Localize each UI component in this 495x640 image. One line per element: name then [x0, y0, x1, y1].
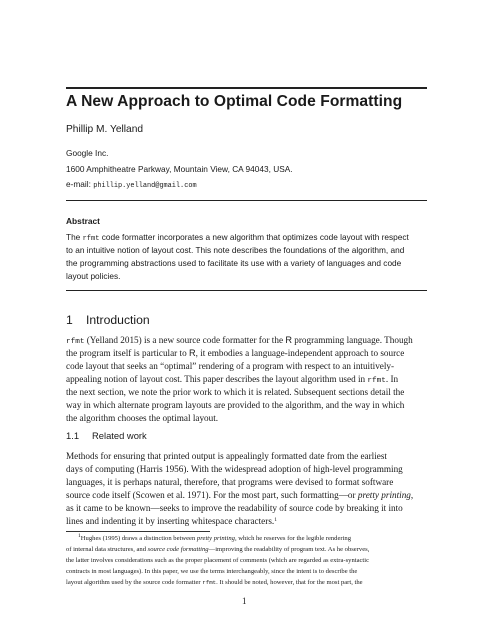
code-rfmt: rfmt — [367, 377, 386, 385]
paragraph-line: the next section, we note the prior work to which it is related. Subsequent sections detail the — [66, 387, 405, 397]
abstract-bottom-rule — [66, 290, 427, 291]
paragraph-line: source code itself (Scowen et al. 1971). For the most part, such formatting—or pretty printing, — [66, 490, 414, 500]
code-rfmt: rfmt — [66, 338, 85, 346]
code-rfmt: rfmt — [202, 579, 217, 586]
section-title: Introduction — [86, 313, 150, 327]
address: 1600 Amphitheatre Parkway, Mountain View, CA 94043, USA. — [66, 164, 293, 174]
top-rule — [66, 87, 427, 89]
code-rfmt: rfmt — [82, 235, 100, 243]
paragraph-line: days of computing (Harris 1956). With the widespread adoption of high-level programming — [66, 464, 403, 474]
paragraph-line: lines and indenting it by inserting whitespace characters.$^1$ — [66, 516, 277, 526]
page-number: 1 — [242, 596, 247, 606]
emphasis: pretty printing — [357, 490, 411, 500]
abstract-heading: Abstract — [66, 216, 100, 226]
paragraph-line: the program itself is particular to R, it embodies a language-independent approach to source — [66, 348, 405, 358]
affiliation: Google Inc. — [66, 148, 109, 158]
footnote-line: layout algorithm used by the source code formatter rfmt. It should be noted, however, that for the most part, the — [66, 579, 363, 586]
abstract-line: layout policies. — [66, 271, 121, 281]
paper-title: A New Approach to Optimal Code Formatting — [66, 93, 403, 110]
paragraph-line: appealing notion of layout cost. This paper describes the layout algorithm used in rfmt. In — [66, 374, 399, 385]
subsection-title: Related work — [92, 430, 147, 441]
paragraph-line: the algorithm chooses the optimal layout. — [66, 413, 219, 423]
paragraph-line: code layout that seeks an “optimal” rendering of a program with respect to an intuitively- — [66, 361, 395, 371]
email-line — [66, 179, 197, 190]
section-number: 1 — [66, 313, 73, 327]
footnote-line: the latter involves considerations such as the proper placement of comments (which are regarded as extra-syntactic — [66, 557, 370, 564]
paragraph-line: way in which alternate program layouts are provided to the algorithm, and the way in which — [66, 400, 405, 410]
paragraph-line: rfmt (Yelland 2015) is a new source code formatter for the R programming language. Though — [66, 335, 413, 346]
abstract-line: The rfmt code formatter incorporates a new algorithm that optimizes code layout with respect — [66, 232, 409, 243]
author-name: Phillip M. Yelland — [66, 124, 144, 135]
abstract-line: to an intuitive notion of layout cost. This note describes the foundations of the algorithm, and — [66, 245, 405, 255]
footnote-rule — [66, 531, 210, 532]
footnote-line: contracts in most languages). In this paper, we use the terms interchangeably, since the intent is to describe the — [66, 568, 358, 575]
paragraph-line: languages, it is perhaps natural, therefore, that programs were devised to format software — [66, 477, 394, 487]
section-heading — [66, 313, 150, 327]
paragraph-line: Methods for ensuring that printed output is appealingly formatted date from the earliest — [66, 451, 387, 461]
email-address[interactable]: phillip.yelland@gmail.com — [93, 182, 197, 190]
email-label: e-mail: — [66, 179, 91, 189]
subsection-number: 1.1 — [66, 430, 80, 441]
footnote-line: $^1$Hughes (1995) draws a distinction between pretty printing, which he reserves for the legible rendering — [78, 533, 352, 542]
r-language-name: R — [285, 335, 292, 345]
footnote-ref[interactable]: 1 — [274, 517, 277, 523]
subsection-heading — [66, 430, 147, 441]
abstract-line: the programming abstractions used to facilitate its use with a variety of languages and code — [66, 258, 402, 268]
footnote-line: of internal data structures, and source code formatting—improving the readability of program text. As he observes, — [66, 546, 370, 553]
footnote-marker: 1 — [78, 533, 81, 539]
paragraph-line: as it came to be known—seeks to improve the readability of source code by breaking it into — [66, 503, 403, 513]
abstract-top-rule — [66, 200, 427, 201]
r-language-name: R — [188, 348, 196, 358]
